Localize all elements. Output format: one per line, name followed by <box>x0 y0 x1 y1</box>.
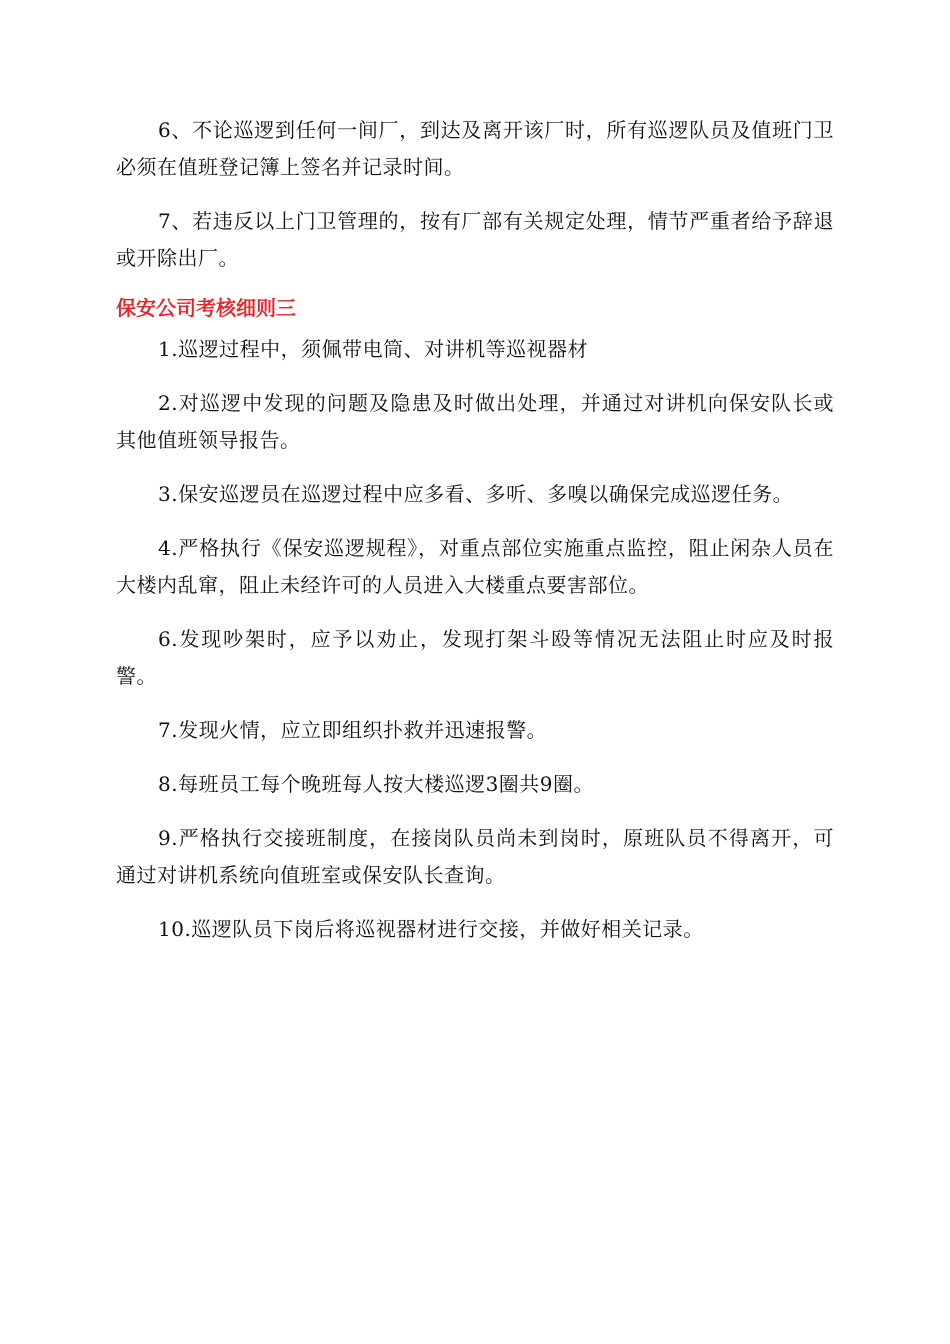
rule-item-10: 10.巡逻队员下岗后将巡视器材进行交接，并做好相关记录。 <box>158 917 704 941</box>
rule-item-8: 8.每班员工每个晚班每人按大楼巡逻3圈共9圈。 <box>158 772 595 796</box>
paragraph-item-7: 7、若违反以上门卫管理的，按有厂部有关规定处理，情节严重者给予辞退或开除出厂。 <box>116 209 834 270</box>
rule-item-4: 4.严格执行《保安巡逻规程》，对重点部位实施重点监控，阻止闲杂人员在大楼内乱窜，阻止未经许可的人员进入大楼重点要害部位。 <box>116 536 834 597</box>
rule-item-7: 7.发现火情，应立即组织扑救并迅速报警。 <box>158 718 548 742</box>
rule-item-1: 1.巡逻过程中，须佩带电筒、对讲机等巡视器材 <box>158 337 589 361</box>
rule-item-6: 6.发现吵架时，应予以劝止，发现打架斗殴等情况无法阻止时应及时报警。 <box>116 627 834 688</box>
rule-item-2: 2.对巡逻中发现的问题及隐患及时做出处理，并通过对讲机向保安队长或其他值班领导报告。 <box>116 391 834 452</box>
rule-item-9: 9.严格执行交接班制度，在接岗队员尚未到岗时，原班队员不得离开，可通过对讲机系统向值班室或保安队长查询。 <box>116 826 834 887</box>
rule-item-3: 3.保安巡逻员在巡逻过程中应多看、多听、多嗅以确保完成巡逻任务。 <box>158 482 794 506</box>
document-body <box>116 112 834 965</box>
section-heading: 保安公司考核细则三 <box>116 296 296 320</box>
paragraph-item-6: 6、不论巡逻到任何一间厂，到达及离开该厂时，所有巡逻队员及值班门卫必须在值班登记簿上签名并记录时间。 <box>116 118 834 179</box>
